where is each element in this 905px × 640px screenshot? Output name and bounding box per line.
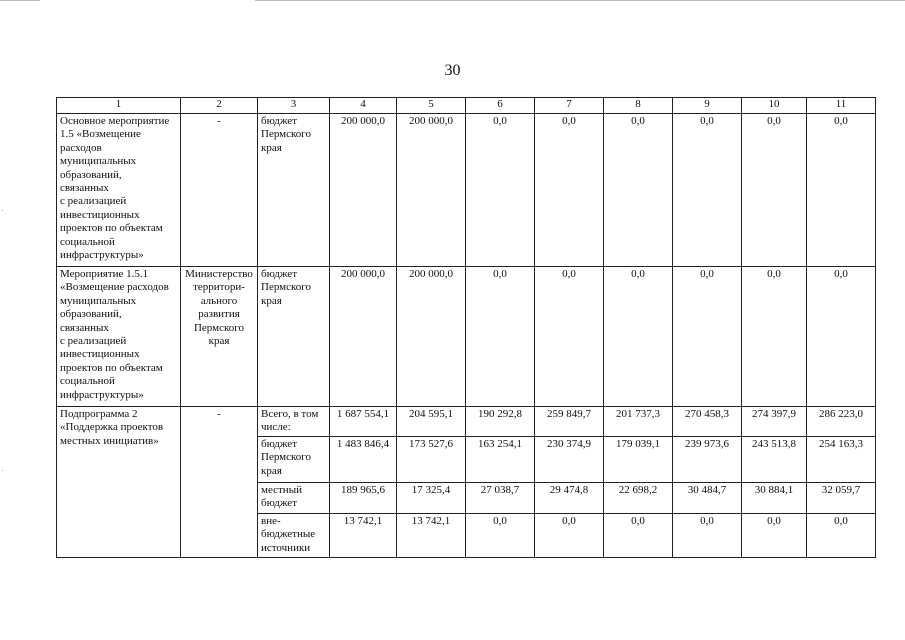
value-cell: 0,0 [807,514,876,558]
value-cell: 0,0 [604,114,673,267]
value-cell: 32 059,7 [807,483,876,514]
funding-source-cell: вне- бюджетные источники [258,514,330,558]
column-header: 9 [673,98,742,114]
value-cell: 254 163,3 [807,437,876,483]
value-cell: 13 742,1 [397,514,466,558]
value-cell: 0,0 [466,514,535,558]
value-cell: 0,0 [673,514,742,558]
value-cell: 1 483 846,4 [330,437,397,483]
value-cell: 0,0 [535,267,604,407]
value-cell: 201 737,3 [604,407,673,437]
value-cell: 274 397,9 [742,407,807,437]
table-row [57,407,876,437]
program-name-cell: Основное мероприятие 1.5 «Возмещение расходов муниципальных образований, связанных с реализацией инвестиционных проектов по объектам социальной инфраструктуры» [57,114,181,267]
program-table [56,97,876,558]
value-cell: 259 849,7 [535,407,604,437]
column-header: 10 [742,98,807,114]
value-cell: 200 000,0 [397,267,466,407]
value-cell: 0,0 [604,267,673,407]
column-header: 11 [807,98,876,114]
value-cell: 179 039,1 [604,437,673,483]
executor-cell: Министерство территори- ального развития Пермского края [181,267,258,407]
value-cell: 163 254,1 [466,437,535,483]
funding-source-cell: бюджет Пермского края [258,267,330,407]
column-header: 6 [466,98,535,114]
value-cell: 190 292,8 [466,407,535,437]
funding-source-cell: бюджет Пермского края [258,437,330,483]
column-header: 3 [258,98,330,114]
value-cell: 1 687 554,1 [330,407,397,437]
program-name-cell: Мероприятие 1.5.1 «Возмещение расходов муниципальных образований, связанных с реализацией инвестиционных проектов по объектам социальной инфраструктуры» [57,267,181,407]
value-cell: 13 742,1 [330,514,397,558]
value-cell: 29 474,8 [535,483,604,514]
value-cell: 27 038,7 [466,483,535,514]
value-cell: 204 595,1 [397,407,466,437]
value-cell: 0,0 [742,267,807,407]
column-header: 4 [330,98,397,114]
value-cell: 0,0 [535,114,604,267]
column-header: 1 [57,98,181,114]
program-name-cell: Подпрограмма 2 «Поддержка проектов местных инициатив» [57,407,181,558]
top-rule-left [0,0,40,1]
value-cell: 0,0 [673,267,742,407]
value-cell: 30 884,1 [742,483,807,514]
value-cell: 173 527,6 [397,437,466,483]
value-cell: 0,0 [466,114,535,267]
value-cell: 30 484,7 [673,483,742,514]
table-row [57,114,876,267]
value-cell: 0,0 [535,514,604,558]
funding-source-cell: бюджет Пермского края [258,114,330,267]
top-rule-right [255,0,905,1]
value-cell: 200 000,0 [330,114,397,267]
value-cell: 0,0 [742,514,807,558]
value-cell: 286 223,0 [807,407,876,437]
value-cell: 0,0 [742,114,807,267]
column-header: 2 [181,98,258,114]
executor-cell: - [181,114,258,267]
edge-mark [2,210,3,211]
value-cell: 0,0 [807,114,876,267]
column-number-row [57,98,876,114]
executor-cell: - [181,407,258,558]
value-cell: 17 325,4 [397,483,466,514]
value-cell: 0,0 [807,267,876,407]
edge-mark [2,470,3,471]
value-cell: 230 374,9 [535,437,604,483]
value-cell: 239 973,6 [673,437,742,483]
value-cell: 0,0 [604,514,673,558]
value-cell: 200 000,0 [397,114,466,267]
value-cell: 200 000,0 [330,267,397,407]
value-cell: 0,0 [673,114,742,267]
page-number: 30 [444,62,461,79]
column-header: 8 [604,98,673,114]
funding-source-cell: местный бюджет [258,483,330,514]
value-cell: 22 698,2 [604,483,673,514]
funding-source-cell: Всего, в том числе: [258,407,330,437]
column-header: 5 [397,98,466,114]
value-cell: 189 965,6 [330,483,397,514]
value-cell: 243 513,8 [742,437,807,483]
column-header: 7 [535,98,604,114]
table-row [57,267,876,407]
value-cell: 270 458,3 [673,407,742,437]
value-cell: 0,0 [466,267,535,407]
